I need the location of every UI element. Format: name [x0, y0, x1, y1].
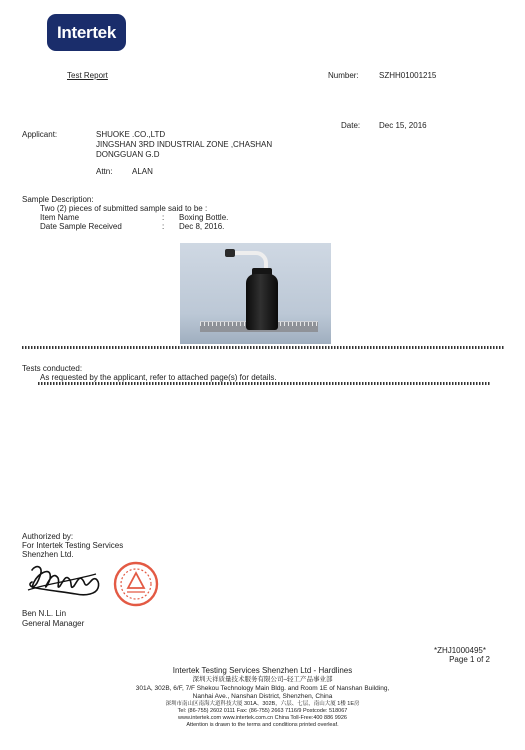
- date-value: Dec 15, 2016: [379, 121, 427, 130]
- attn-value: ALAN: [132, 167, 153, 176]
- company-seal-image: [113, 561, 159, 607]
- sample-heading: Sample Description:: [22, 195, 94, 204]
- signer-title: General Manager: [22, 619, 85, 628]
- signer-name: Ben N.L. Lin: [22, 609, 67, 618]
- tests-heading: Tests conducted:: [22, 364, 83, 373]
- date-received-separator: :: [162, 222, 165, 231]
- authorized-company-line1: For Intertek Testing Services: [22, 541, 124, 550]
- applicant-name: SHUOKE .CO.,LTD: [96, 130, 166, 139]
- applicant-label: Applicant:: [22, 130, 58, 139]
- attn-label: Attn:: [96, 167, 113, 176]
- bottle-straw-tip: [225, 249, 235, 257]
- signature-image: [26, 560, 121, 600]
- document-code: *ZHJ1000495*: [433, 646, 486, 655]
- report-title: Test Report: [67, 71, 108, 80]
- date-received-label: Date Sample Received: [40, 222, 122, 231]
- footer-company-cn: 深圳天祥质量技术服务有限公司–轻工产品事业部: [192, 676, 333, 683]
- footer-web: www.intertek.com www.intertek.com.cn China Toll-Free:400 886 9926: [178, 715, 347, 721]
- footer-attention: Attention is drawn to the terms and conditions printed overleaf.: [186, 722, 339, 728]
- authorized-by-label: Authorized by:: [22, 532, 74, 541]
- number-label: Number:: [328, 71, 359, 80]
- tests-text: As requested by the applicant, refer to attached page(s) for details.: [40, 373, 277, 382]
- item-name-value: Boxing Bottle.: [179, 213, 229, 222]
- date-received-value: Dec 8, 2016.: [179, 222, 225, 231]
- footer-company: Intertek Testing Services Shenzhen Ltd - Hardlines: [172, 666, 353, 675]
- footer-address-line1: 301A, 302B, 6/F, 7/F Shekou Technology Main Bldg. and Room 1E of Nanshan Building,: [135, 685, 390, 692]
- footer-address-line2: Nanhai Ave., Nanshan District, Shenzhen, China: [192, 693, 333, 700]
- footer-tel-fax: Tel: (86-755) 2602 0111 Fax: (86-755) 2663 7116/9 Postcode: 518067: [177, 708, 348, 714]
- asterisk-divider: [22, 346, 505, 349]
- asterisk-divider-short: [38, 382, 490, 385]
- intertek-logo: Intertek: [47, 14, 126, 51]
- date-label: Date:: [341, 121, 361, 130]
- applicant-address-line1: JINGSHAN 3RD INDUSTRIAL ZONE ,CHASHAN: [96, 140, 273, 149]
- sample-intro: Two (2) pieces of submitted sample said to be :: [40, 204, 208, 213]
- footer-address-cn: 深圳市南山区南海大道科技大厦 301A、302B，六层、七层，南山大厦 1楼 1E房: [165, 701, 360, 707]
- applicant-address-line2: DONGGUAN G.D: [96, 150, 160, 159]
- sample-photo: [180, 243, 331, 344]
- item-name-separator: :: [162, 213, 165, 222]
- number-value: SZHH01001215: [379, 71, 437, 80]
- authorized-company-line2: Shenzhen Ltd.: [22, 550, 74, 559]
- page-indicator: Page 1 of 2: [449, 655, 490, 664]
- bottle-image: [246, 274, 278, 330]
- item-name-label: Item Name: [40, 213, 80, 222]
